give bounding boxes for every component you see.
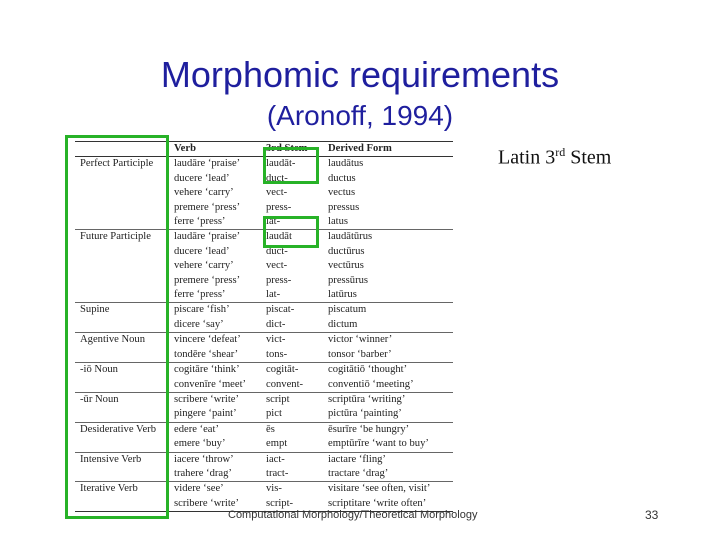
cell-derived-form: vectūrus [328, 260, 364, 272]
cell-third-stem: vect- [266, 260, 288, 272]
cell-third-stem: piscat- [261, 303, 323, 318]
cell-derived-form: ductūrus [328, 245, 365, 257]
cell-derived-form: scriptūra ‘writing’ [323, 392, 453, 407]
slide-footer: Computational Morphology/Theoretical Morphology [228, 509, 478, 521]
slide-subtitle: (Aronoff, 1994) [266, 100, 454, 131]
cell-derived-form: scriptitare ‘write often’ [323, 497, 453, 512]
cell-category: Perfect Participle [80, 158, 154, 170]
cell-verb: videre ‘see’ [169, 482, 261, 497]
cell-third-stem: lat- [266, 216, 281, 228]
cell-third-stem: ēs [261, 422, 323, 437]
cell-derived-form: dictum [328, 318, 358, 330]
note-tail: Stem [565, 146, 612, 169]
cell-verb: scribere ‘write’ [169, 392, 261, 407]
cell-derived-form: conventiō ‘meeting’ [328, 378, 414, 390]
header-derived-form: Derived Form [323, 142, 453, 157]
cell-third-stem: vis- [261, 482, 323, 497]
slide-title: Morphomic requirements [160, 54, 560, 95]
cell-third-stem: vict- [261, 333, 323, 348]
cell-third-stem: script [261, 392, 323, 407]
cell-verb: ducere ‘lead’ [174, 172, 230, 184]
cell-derived-form: pictūra ‘painting’ [328, 408, 402, 420]
cell-third-stem: duct- [266, 172, 288, 184]
cell-verb: laudāre ‘praise’ [174, 158, 241, 170]
cell-verb: ferre ‘press’ [174, 216, 226, 228]
cell-category: -ūr Noun [75, 392, 169, 407]
cell-derived-form: ēsurīre ‘be hungry’ [323, 422, 453, 437]
cell-third-stem: convent- [266, 378, 304, 390]
cell-derived-form: ductus [328, 172, 356, 184]
cell-verb: vehere ‘carry’ [174, 260, 234, 272]
note-superscript: rd [555, 145, 566, 159]
cell-category: Iterative Verb [75, 482, 169, 497]
cell-third-stem: tract- [266, 467, 289, 479]
cell-third-stem: press- [266, 274, 292, 286]
header-verb: Verb [169, 142, 261, 157]
cell-verb: premere ‘press’ [174, 201, 241, 213]
cell-verb: piscare ‘fish’ [169, 303, 261, 318]
cell-verb: edere ‘eat’ [169, 422, 261, 437]
cell-third-stem: script- [261, 497, 323, 512]
cell-derived-form: piscatum [323, 303, 453, 318]
cell-verb: convenīre ‘meet’ [174, 378, 247, 390]
cell-verb: laudāre ‘praise’ [169, 230, 261, 245]
cell-verb: iacere ‘throw’ [169, 452, 261, 467]
cell-derived-form: iactare ‘fling’ [323, 452, 453, 467]
cell-derived-form: pressus [328, 201, 360, 213]
cell-third-stem: lat- [266, 289, 281, 301]
cell-category: -iō Noun [75, 363, 169, 378]
category-column-highlight [65, 135, 169, 519]
cell-verb: vehere ‘carry’ [174, 187, 234, 199]
cell-verb: emere ‘buy’ [174, 438, 226, 450]
cell-category: Desiderative Verb [75, 422, 169, 437]
note-main: Latin 3 [498, 146, 556, 169]
cell-category: Agentive Noun [75, 333, 169, 348]
perfect-participle-stem-highlight [263, 147, 319, 184]
cell-third-stem: laudāt- [266, 158, 296, 170]
cell-verb: cogitāre ‘think’ [169, 363, 261, 378]
cell-third-stem: iact- [261, 452, 323, 467]
cell-derived-form: pressūrus [328, 274, 369, 286]
cell-third-stem: empt [266, 438, 288, 450]
cell-verb: vincere ‘defeat’ [169, 333, 261, 348]
cell-verb: trahere ‘drag’ [174, 467, 232, 479]
cell-third-stem: vect- [266, 187, 288, 199]
cell-derived-form: laudātūrus [323, 230, 453, 245]
cell-verb: scribere ‘write’ [169, 497, 261, 512]
cell-third-stem: tons- [266, 348, 288, 360]
cell-derived-form: latus [328, 216, 349, 228]
cell-verb: tondēre ‘shear’ [174, 348, 239, 360]
cell-derived-form: victor ‘winner’ [323, 333, 453, 348]
cell-derived-form: visitare ‘see often, visit’ [323, 482, 453, 497]
cell-third-stem: laudāt [261, 230, 323, 245]
cell-verb: ferre ‘press’ [174, 289, 226, 301]
cell-derived-form: vectus [328, 187, 356, 199]
header-third-stem: 3rd Stem [261, 142, 323, 157]
cell-third-stem: duct- [266, 245, 288, 257]
cell-category: Supine [75, 303, 169, 318]
cell-derived-form: latūrus [328, 289, 357, 301]
cell-derived-form: tonsor ‘barber’ [328, 348, 392, 360]
cell-derived-form: emptūrīre ‘want to buy’ [328, 438, 429, 450]
cell-third-stem: pict [266, 408, 282, 420]
cell-verb: pingere ‘paint’ [174, 408, 237, 420]
cell-category: Intensive Verb [75, 452, 169, 467]
cell-third-stem: dict- [266, 318, 286, 330]
cell-derived-form: cogitātiō ‘thought’ [323, 363, 453, 378]
latin-third-stem-note [498, 145, 611, 170]
cell-derived-form: tractare ‘drag’ [328, 467, 389, 479]
cell-verb: premere ‘press’ [174, 274, 241, 286]
cell-verb: ducere ‘lead’ [174, 245, 230, 257]
cell-third-stem: press- [266, 201, 292, 213]
page-number: 33 [645, 508, 659, 522]
future-participle-stem-highlight [263, 216, 319, 248]
cell-third-stem: cogitāt- [261, 363, 323, 378]
cell-verb: dicere ‘say’ [174, 318, 224, 330]
cell-derived-form: laudātus [328, 158, 364, 170]
cell-category: Future Participle [75, 230, 169, 245]
